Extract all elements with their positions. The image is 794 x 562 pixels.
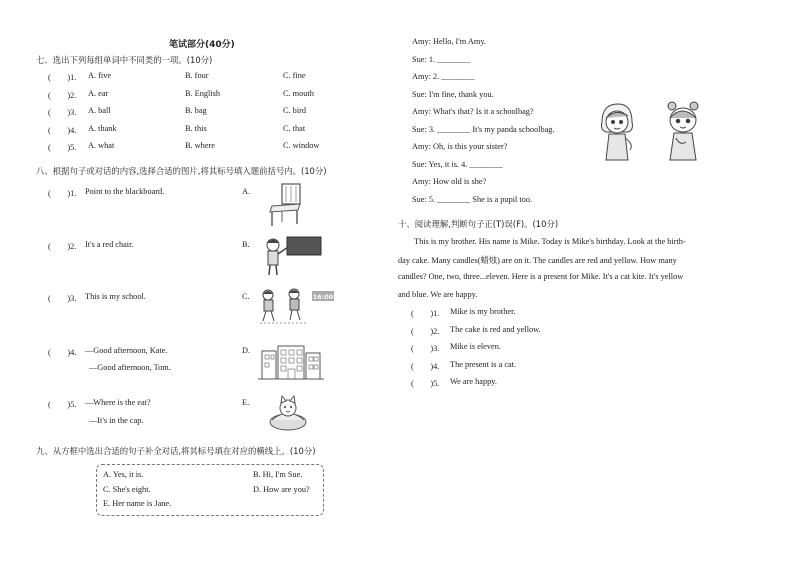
cat-in-cap-picture [267,394,309,432]
dialog-line: Amy: 2. ________ [412,72,475,81]
q8-5-number: ( )5. [48,400,77,409]
option-c: C. She's eight. [103,485,151,494]
q8-3-number: ( )3. [48,294,77,303]
q10-3-number: ( )3. [411,344,440,353]
q8-5-text-line1: —Where is the eat? [85,398,151,407]
q7-2-option-a: A. ear [88,89,109,98]
dialog-line: Amy: How old is she? [412,177,487,186]
q8-1-number: ( )1. [48,189,77,198]
blackboard-picture [261,235,323,279]
picture-b-label: B. [242,240,250,249]
option-d: D. How are you? [253,485,310,494]
q7-5-option-a: A. what [88,141,115,150]
dialog-line: Sue: 3. ________ It's my panda schoolbag. [412,125,555,134]
q10-2-text: The cake is red and yellow. [450,325,541,334]
dialog-line: Sue: 5. ________ She is a pupil too. [412,195,533,204]
option-e: E. Her name is Jane. [103,499,172,508]
section-7-heading: 七、选出下列每组单词中不同类的一项。(10分) [36,55,213,65]
section-10-heading: 十、阅读理解,判断句子正(T)误(F)。(10分) [398,219,559,229]
q10-1-number: ( )1. [411,309,440,318]
dialog-line: Sue: I'm fine, thank you. [412,90,494,99]
q7-3-option-a: A. ball [88,106,111,115]
q7-4-option-b: B. this [185,124,207,133]
q7-3-number: ( )3. [48,108,77,117]
q8-1-text: Point to the blackboard. [85,187,165,196]
q8-4-text-line1: —Good afternoon, Kate. [85,346,168,355]
page-title: 笔试部分(40分) [169,40,235,50]
q7-5-number: ( )5. [48,143,77,152]
q8-3-text: This is my school. [85,292,146,301]
q7-4-number: ( )4. [48,126,77,135]
q7-3-option-b: B. bag [185,106,207,115]
clock-time: 16:00 [312,293,334,301]
passage-line-4: and blue. We are happy. [398,290,478,299]
picture-a-label: A. [242,187,251,196]
q7-3-option-c: C. bird [283,106,307,115]
option-b: B. Hi, I'm Sue. [253,470,303,479]
passage-line-3: candles? One, two, three...eleven. Here is a present for Mike. It's a cat kite. It's yellow [398,272,684,281]
two-girls-picture [596,100,708,166]
picture-e-label: E. [242,398,250,407]
q7-2-option-b: B. English [185,89,221,98]
q7-5-option-c: C. window [283,141,320,150]
afternoon-greeting-picture [256,287,336,327]
dialog-line: Amy: Hello, I'm Amy. [412,37,487,46]
chair-picture [268,182,304,228]
section-8-heading: 八、根据句子或对话的内容,选择合适的图片,将其标号填入题前括号内。(10分) [36,166,327,176]
q8-5-text-line2: —It's in the cap. [89,416,144,425]
passage-line-1: This is my brother. His name is Mike. Today is Mike's birthday. Look at the birth- [414,237,686,246]
school-picture [258,343,324,381]
q10-4-number: ( )4. [411,362,440,371]
q8-2-number: ( )2. [48,242,77,251]
q7-1-number: ( )1. [48,73,77,82]
section-9-heading: 九、从方框中选出合适的句子补全对话,将其标号填在对应的横线上。(10分) [36,446,316,456]
q7-1-option-a: A. five [88,71,112,80]
q8-4-text-line2: —Good afternoon, Tom. [89,363,171,372]
dialog-line: Sue: 1. ________ [412,55,471,64]
q10-1-text: Mike is my brother. [450,307,516,316]
q10-3-text: Mike is eleven. [450,342,501,351]
q10-5-text: We are happy. [450,377,497,386]
q7-2-number: ( )2. [48,91,77,100]
dialog-line: Amy: What's that? Is it a schoolbag? [412,107,534,116]
q7-4-option-a: A. thank [88,124,117,133]
q7-4-option-c: C. that [283,124,306,133]
option-a: A. Yes, it is. [103,470,144,479]
q7-2-option-c: C. mouth [283,89,314,98]
q10-5-number: ( )5. [411,379,440,388]
q10-4-text: The present is a cat. [450,360,517,369]
q10-2-number: ( )2. [411,327,440,336]
dialog-line: Sue: Yes, it is. 4. ________ [412,160,503,169]
q7-1-option-c: C. fine [283,71,306,80]
q8-4-number: ( )4. [48,348,77,357]
picture-c-label: C. [242,292,250,301]
passage-line-2: day cake. Many candles(蜡烛) are on it. The candles are red and yellow. How many [398,256,677,265]
q7-5-option-b: B. where [185,141,215,150]
q8-2-text: It's a red chair. [85,240,134,249]
q7-1-option-b: B. four [185,71,209,80]
picture-d-label: D. [242,346,251,355]
dialog-line: Amy: Oh, is this your sister? [412,142,508,151]
